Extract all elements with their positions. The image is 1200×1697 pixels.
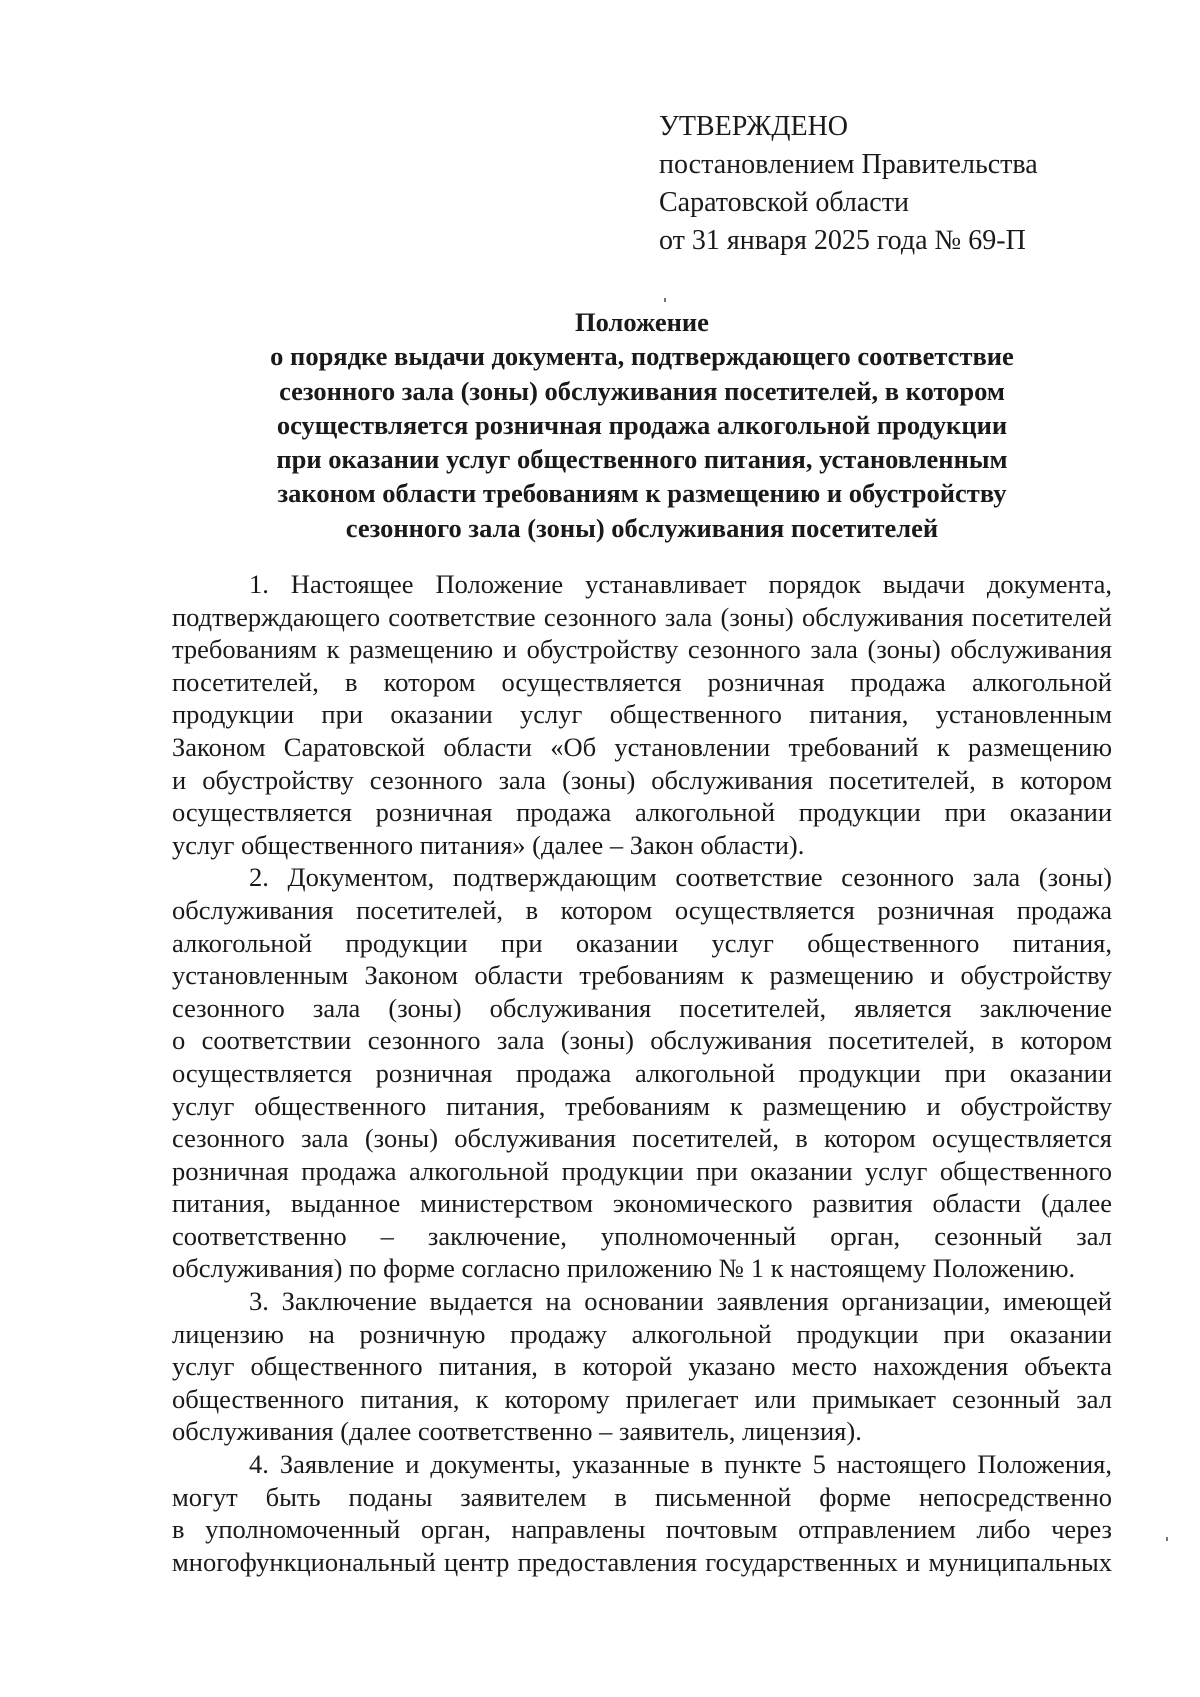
text-line: 3. Заключение выдается на основании заявления организации, имеющей	[249, 1286, 1112, 1317]
text-line: посетителей, в котором осуществляется розничная продажа алкогольной	[172, 666, 1112, 697]
text-line: Законом Саратовской области «Об установлении требований к размещению	[172, 731, 1112, 762]
text-line: обслуживания (далее соответственно – заявитель, лицензия).	[172, 1416, 862, 1447]
text-line: в уполномоченный орган, направлены почтовым отправлением либо через	[172, 1514, 1112, 1545]
paragraph-2	[172, 861, 1112, 1285]
text-line: могут быть поданы заявителем в письменной форме непосредственно	[172, 1481, 1112, 1512]
text-line: 2. Документом, подтверждающим соответствие сезонного зала (зоны)	[249, 862, 1112, 893]
document-body	[172, 568, 1112, 1578]
text-line: продукции при оказании услуг общественного питания, установленным	[172, 699, 1112, 730]
title-line: при оказании услуг общественного питания, установленным	[276, 444, 1008, 475]
paragraph-4	[172, 1448, 1112, 1578]
text-line: услуг общественного питания, требованиям к размещению и обустройству	[172, 1090, 1112, 1121]
title-line: сезонного зала (зоны) обслуживания посетителей	[345, 512, 939, 543]
text-line: 4. Заявление и документы, указанные в пункте 5 настоящего Положения,	[249, 1449, 1112, 1480]
text-line: сезонного зала (зоны) обслуживания посетителей, является заключение	[172, 992, 1112, 1023]
scan-speck	[664, 298, 666, 302]
document-title	[172, 305, 1112, 545]
text-line: обслуживания) по форме согласно приложению № 1 к настоящему Положению.	[172, 1253, 1076, 1284]
scan-speck	[1166, 1537, 1168, 1541]
title-line: сезонного зала (зоны) обслуживания посетителей, в котором	[279, 375, 1005, 406]
text-line: услуг общественного питания» (далее – Закон области).	[172, 829, 805, 860]
title-line: законом области требованиям к размещению и обустройству	[277, 478, 1007, 509]
text-line: установленным Законом области требованиям к размещению и обустройству	[172, 960, 1112, 991]
text-line: лицензию на розничную продажу алкогольной продукции при оказании	[172, 1318, 1112, 1349]
title-line: о порядке выдачи документа, подтверждающего соответствие	[270, 341, 1014, 372]
text-line: многофункциональный центр предоставления государственных и муниципальных	[172, 1546, 1112, 1577]
text-line: сезонного зала (зоны) обслуживания посетителей, в котором осуществляется	[172, 1123, 1112, 1154]
text-line: питания, выданное министерством экономического развития области (далее	[172, 1188, 1112, 1219]
text-line: услуг общественного питания, в которой указано место нахождения объекта	[172, 1351, 1112, 1382]
text-line: алкогольной продукции при оказании услуг общественного питания,	[172, 927, 1112, 958]
text-line: осуществляется розничная продажа алкогольной продукции при оказании	[172, 797, 1112, 828]
approval-heading: УТВЕРЖДЕНО	[659, 111, 849, 142]
title-line: осуществляется розничная продажа алкогольной продукции	[276, 409, 1008, 440]
text-line: соответственно – заключение, уполномоченный орган, сезонный зал	[172, 1220, 1112, 1251]
approval-line: постановлением Правительства	[659, 149, 1038, 180]
approval-date-number: от 31 января 2025 года № 69-П	[659, 225, 1026, 256]
approval-stamp	[659, 108, 1038, 260]
text-line: розничная продажа алкогольной продукции при оказании услуг общественного	[172, 1155, 1112, 1186]
text-line: осуществляется розничная продажа алкогольной продукции при оказании	[172, 1057, 1112, 1088]
text-line: общественного питания, к которому прилегает или примыкает сезонный зал	[172, 1383, 1112, 1414]
paragraph-3	[172, 1285, 1112, 1448]
paragraph-1	[172, 568, 1112, 861]
text-line: 1. Настоящее Положение устанавливает порядок выдачи документа,	[249, 569, 1112, 599]
text-line: требованиям к размещению и обустройству сезонного зала (зоны) обслуживания	[172, 634, 1112, 665]
text-line: подтверждающего соответствие сезонного зала (зоны) обслуживания посетителей	[172, 601, 1112, 632]
text-line: о соответствии сезонного зала (зоны) обслуживания посетителей, в котором	[172, 1025, 1112, 1056]
text-line: и обустройству сезонного зала (зоны) обслуживания посетителей, в котором	[172, 764, 1112, 795]
text-line: обслуживания посетителей, в котором осуществляется розничная продажа	[172, 894, 1112, 925]
approval-line: Саратовской области	[659, 187, 909, 218]
title-line: Положение	[575, 307, 709, 337]
